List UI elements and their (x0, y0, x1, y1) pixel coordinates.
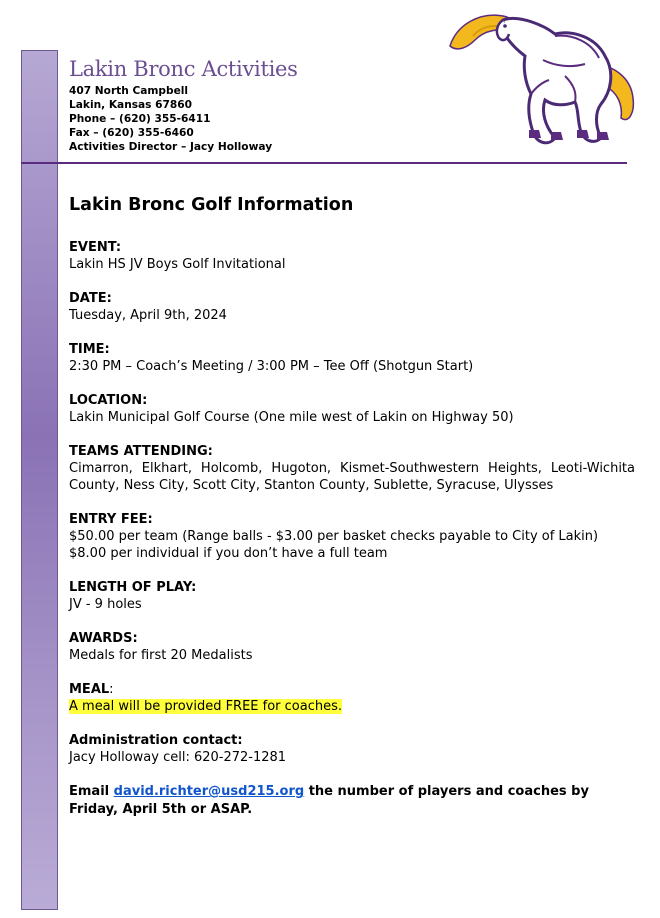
fee-individual-value: $8.00 per individual if you don’t have a full team (69, 546, 388, 561)
awards-section (69, 630, 635, 664)
event-label: EVENT: (69, 240, 122, 255)
meal-label: MEAL (69, 682, 110, 697)
length-label: LENGTH OF PLAY: (69, 580, 197, 595)
bronco-mascot-icon (445, 6, 640, 156)
address-line-1: 407 North Campbell (69, 85, 189, 97)
admin-section (69, 732, 635, 766)
teams-label: TEAMS ATTENDING: (69, 444, 213, 459)
location-section (69, 392, 635, 426)
sidebar-bar (21, 50, 58, 910)
org-name: Lakin Bronc Activities (69, 57, 298, 81)
awards-label: AWARDS: (69, 631, 138, 646)
email-prefix: Email (69, 784, 114, 799)
admin-value: Jacy Holloway cell: 620-272-1281 (69, 750, 287, 765)
awards-value: Medals for first 20 Medalists (69, 648, 253, 663)
location-value: Lakin Municipal Golf Course (One mile west of Lakin on Highway 50) (69, 410, 514, 425)
director-line: Activities Director – Jacy Holloway (69, 141, 273, 153)
email-instruction (69, 783, 635, 819)
fax-line: Fax – (620) 355-6460 (69, 127, 194, 139)
teams-section (69, 443, 635, 494)
time-section (69, 341, 635, 375)
location-label: LOCATION: (69, 393, 148, 408)
meal-label-line (69, 681, 635, 698)
page-title: Lakin Bronc Golf Information (69, 195, 354, 215)
document-body (69, 192, 635, 819)
date-section (69, 290, 635, 324)
time-value: 2:30 PM – Coach’s Meeting / 3:00 PM – Tee Off (Shotgun Start) (69, 359, 474, 374)
header-rule (21, 162, 627, 164)
address-line-2: Lakin, Kansas 67860 (69, 99, 193, 111)
date-value: Tuesday, April 9th, 2024 (69, 308, 227, 323)
fee-label: ENTRY FEE: (69, 512, 153, 527)
meal-value: A meal will be provided FREE for coaches. (69, 699, 343, 714)
teams-value: Cimarron, Elkhart, Holcomb, Hugoton, Kismet-Southwestern Heights, Leoti-Wichita County, Ness City, Scott City, Stanton County, Sublette, Syracuse, Ulysses (69, 461, 635, 493)
admin-label: Administration contact: (69, 733, 243, 748)
fee-section (69, 511, 635, 562)
event-section (69, 239, 635, 273)
length-section (69, 579, 635, 613)
event-value: Lakin HS JV Boys Golf Invitational (69, 257, 286, 272)
letterhead (69, 56, 298, 154)
meal-section (69, 681, 635, 715)
length-value: JV - 9 holes (69, 597, 142, 612)
phone-line: Phone – (620) 355-6411 (69, 113, 211, 125)
meal-colon: : (109, 682, 114, 697)
time-label: TIME: (69, 342, 110, 357)
date-label: DATE: (69, 291, 112, 306)
email-link[interactable]: david.richter@usd215.org (113, 784, 305, 799)
fee-team-value: $50.00 per team (Range balls - $3.00 per basket checks payable to City of Lakin) (69, 529, 599, 544)
email-suffix: the number of players and coaches by Friday, April 5th or ASAP. (69, 784, 589, 817)
